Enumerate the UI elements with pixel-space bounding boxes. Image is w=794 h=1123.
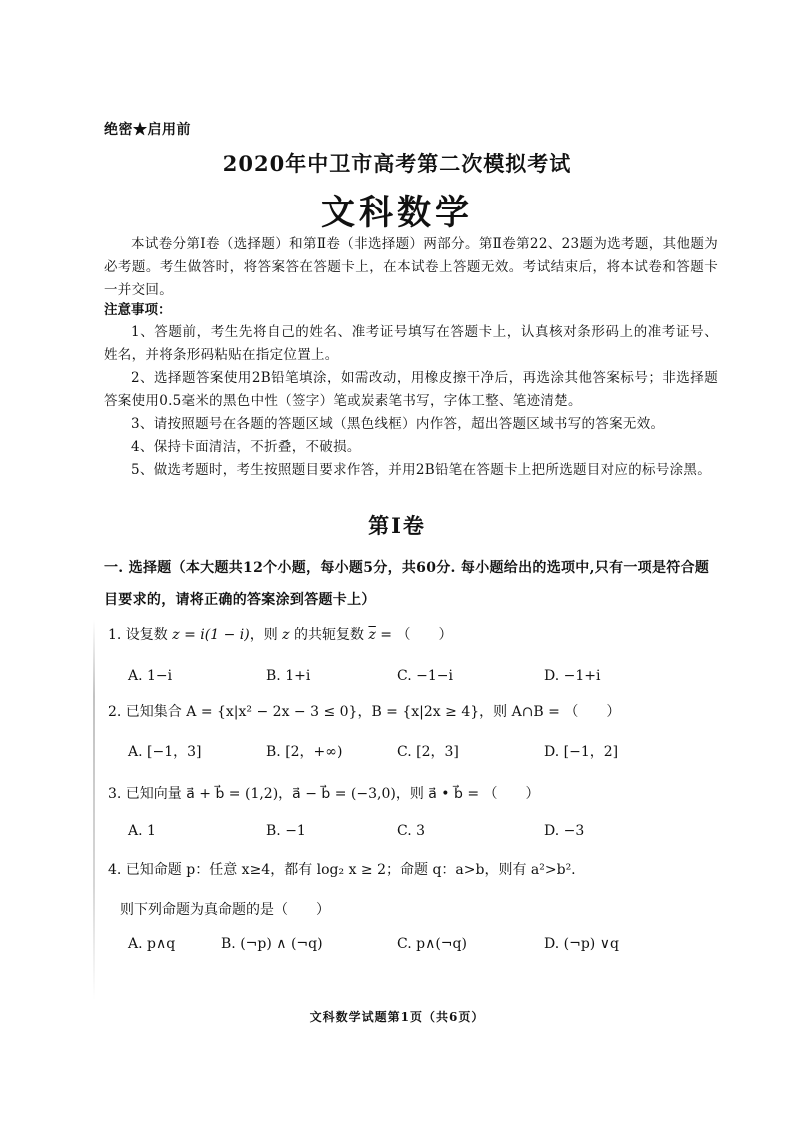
question-4-substem: 则下列命题为真命题的是（ ） xyxy=(120,902,330,918)
question-3-stem: 3. 已知向量 a⃗ + b⃗ = (1,2)，a⃗ − b⃗ = (−3,0)，则 a⃗ • b⃗ = （ ） xyxy=(108,786,540,802)
question-1-option-d: D. −1+i xyxy=(544,668,601,684)
intro-paragraph: 本试卷分第Ⅰ卷（选择题）和第Ⅱ卷（非选择题）两部分。第Ⅱ卷第22、23题为选考题，其他题为必考题。考生做答时，将答案答在答题卡上，在本试卷上答题无效。考试结束后，将本试卷和答题卡一并交回。 xyxy=(104,236,718,298)
question-2-option-a: A. [−1，3] xyxy=(128,744,202,760)
question-3-option-c: C. 3 xyxy=(397,823,426,839)
subject-title: 文科数学 xyxy=(321,193,473,233)
question-3-option-d: D. −3 xyxy=(544,823,585,839)
exam-title: 2020年中卫市高考第二次模拟考试 xyxy=(222,151,572,176)
question-1-option-a: A. 1−i xyxy=(128,668,173,684)
question-4-option-d: D. (¬p) ∨q xyxy=(544,936,619,952)
question-3-option-b: B. −1 xyxy=(266,823,306,839)
question-4-option-c: C. p∧(¬q) xyxy=(397,936,467,952)
question-4-stem: 4. 已知命题 p：任意 x≥4，都有 log₂ x ≥ 2；命题 q：a>b，则有 a²>b². xyxy=(108,862,576,878)
question-2-option-c: C. [2，3] xyxy=(397,744,459,760)
question-1-text: 的共轭复数 xyxy=(289,627,369,643)
note-item: 1、答题前，考生先将自己的姓名、准考证号填写在答题卡上，认真核对条形码上的准考证号、姓名，并将条形码粘贴在指定位置上。 xyxy=(104,324,718,363)
question-2-option-b: B. [2，+∞) xyxy=(266,744,343,760)
question-1-text: = （ ） xyxy=(375,627,453,643)
question-1-conjugate: $\overline{z}$ xyxy=(368,627,376,643)
question-1-variable: z xyxy=(282,627,290,643)
classified-label: 绝密★启用前 xyxy=(104,122,191,138)
note-item: 5、做选考题时，考生按照题目要求作答，并用2B铅笔在答题卡上把所选题目对应的标号涂黑。 xyxy=(131,462,711,478)
note-item: 4、保持卡面清洁，不折叠，不破损。 xyxy=(131,439,361,455)
question-1-text: ，则 xyxy=(249,627,283,643)
question-4-option-b: B. (¬p) ∧ (¬q) xyxy=(221,936,323,952)
note-item: 2、选择题答案使用2B铅笔填涂，如需改动，用橡皮擦干净后，再选涂其他答案标号；非选择题答案使用0.5毫米的黑色中性（签字）笔或炭素笔书写，字体工整、笔迹清楚。 xyxy=(104,370,718,409)
question-1-formula: z = i(1 − i) xyxy=(172,627,250,643)
volume-title: 第Ⅰ卷 xyxy=(368,513,426,538)
question-1-option-c: C. −1−i xyxy=(397,668,453,684)
question-1-stem xyxy=(108,624,708,646)
question-2-option-d: D. [−1，2] xyxy=(544,744,619,760)
question-4-option-a: A. p∧q xyxy=(128,936,176,952)
question-3-option-a: A. 1 xyxy=(128,823,156,839)
question-1-option-b: B. 1+i xyxy=(266,668,311,684)
section-heading: 一. 选择题（本大题共12个小题，每小题5分，共60分. 每小题给出的选项中,只有一项是符合题目要求的，请将正确的答案涂到答题卡上） xyxy=(104,560,710,608)
page-footer: 文科数学试题第1页（共6页） xyxy=(309,1010,485,1024)
notes-heading: 注意事项： xyxy=(104,302,172,318)
scan-edge-shadow xyxy=(93,620,95,1000)
question-2-stem: 2. 已知集合 A = {x|x² − 2x − 3 ≤ 0}，B = {x|2x ≥ 4}，则 A∩B = （ ） xyxy=(108,704,621,720)
question-1-text: 1. 设复数 xyxy=(108,627,173,643)
note-item: 3、请按照题号在各题的答题区域（黑色线框）内作答，超出答题区域书写的答案无效。 xyxy=(131,416,665,432)
